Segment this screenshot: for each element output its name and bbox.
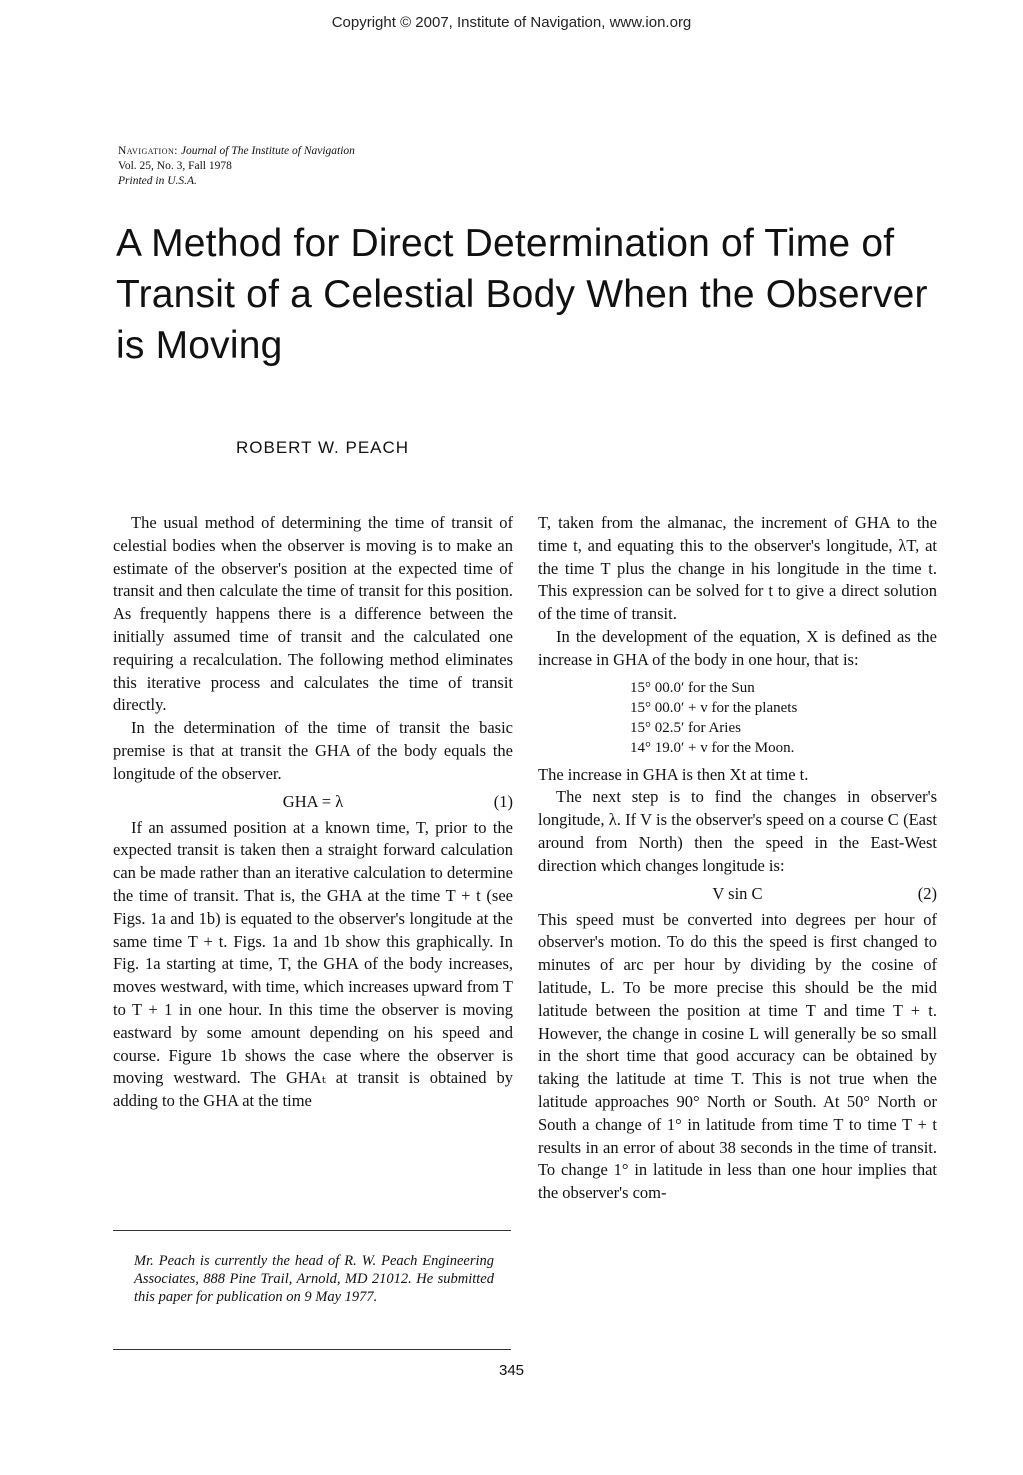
- copyright-notice: Copyright © 2007, Institute of Navigation, www.ion.org: [331, 14, 692, 31]
- x-value-planets: 15° 00.0′ + v for the planets: [630, 699, 798, 716]
- journal-name: Journal of The Institute of Navigation: [180, 145, 355, 157]
- right-paragraph-3: The increase in GHA is then Xt at time t.: [538, 764, 809, 784]
- x-value-moon: 14° 19.0′ + v for the Moon.: [630, 739, 795, 756]
- x-values-list: [630, 678, 937, 758]
- left-paragraph-2: In the determination of the time of transit the basic premise is that at transit the GHA of the body equals the longitude of the observer.: [113, 718, 513, 783]
- journal-name-line: [118, 144, 355, 159]
- right-column: [538, 512, 937, 1205]
- journal-info: [118, 144, 355, 189]
- equation-2-number: (2): [917, 883, 937, 903]
- journal-printed: Printed in U.S.A.: [118, 175, 197, 187]
- article-author: ROBERT W. PEACH: [236, 438, 410, 457]
- equation-1: [113, 789, 513, 817]
- page-number: 345: [498, 1362, 525, 1379]
- journal-volume: Vol. 25, No. 3, Fall 1978: [118, 160, 232, 172]
- right-paragraph-5: This speed must be converted into degrees per hour of observer's motion. To do this the speed is first changed to minutes of arc per hour by dividing by the cosine of latitude, L. To be more precise this should be the mid latitude between the position at time T and time T + t. However, the change in cosine L will generally be so small in the short time that good accuracy can be obtained by taking the latitude at time T. This is not true when the latitude approaches 90° North or South. At 50° North or South a change of 1° in latitude from time T to time T + t results in an error of about 38 seconds in the time of transit. To change 1° in latitude in less than one hour implies that the observer's com-: [538, 909, 937, 1203]
- equation-1-expression: GHA = λ: [282, 791, 344, 811]
- right-paragraph-2: In the development of the equation, X is defined as the increase in GHA of the body in one hour, that is:: [538, 626, 937, 669]
- equation-2: [538, 881, 937, 909]
- footnote-rule-bottom: [113, 1349, 511, 1350]
- journal-name-prefix: Navigation:: [118, 145, 178, 157]
- right-paragraph-1: T, taken from the almanac, the increment of GHA to the time t, and equating this to the observer's longitude, λT, at the time T plus the change in his longitude in the time t. This expression can be solved for t to give a direct solution of the time of transit.: [538, 513, 937, 624]
- equation-2-expression: V sin C: [712, 883, 763, 903]
- left-column: [113, 512, 513, 1113]
- article-title: A Method for Direct Determination of Time of Transit of a Celestial Body When the Observer is Moving: [116, 222, 928, 367]
- author-footnote: Mr. Peach is currently the head of R. W. Peach Engineering Associates, 888 Pine Trail, Arnold, MD 21012. He submitted this paper for publication on 9 May 1977.: [134, 1253, 494, 1305]
- right-paragraph-4: The next step is to find the changes in observer's longitude, λ. If V is the observer's speed on a course C (East around from North) then the speed in the East-West direction which changes longitude is:: [538, 787, 937, 875]
- equation-1-number: (1): [493, 791, 513, 811]
- x-value-sun: 15° 00.0′ for the Sun: [630, 679, 755, 696]
- left-paragraph-3: If an assumed position at a known time, T, prior to the expected transit is taken then a straight forward calculation can be made rather than an iterative calculation to determine the time of transit. That is, the GHA at the time T + t (see Figs. 1a and 1b) is equated to the observer's longitude at the same time T + t. Figs. 1a and 1b show this graphically. In Fig. 1a starting at time, T, the GHA of the body increases, moves westward, with time, which increases upward from T to T + 1 in one hour. In this time the observer is moving eastward by some amount depending on his speed and course. Figure 1b shows the case where the observer is moving westward. The GHAₜ at transit is obtained by adding to the GHA at the time: [113, 817, 513, 1111]
- x-value-aries: 15° 02.5′ for Aries: [630, 719, 741, 736]
- footnote-rule-top: [113, 1230, 511, 1231]
- left-paragraph-1: The usual method of determining the time of transit of celestial bodies when the observer is moving is to make an estimate of the observer's position at the expected time of transit and then calculate the time of transit for this position. As frequently happens there is a difference between the initially assumed time of transit and the calculated one requiring a recalculation. The following method eliminates this iterative process and calculates the time of transit directly.: [113, 513, 513, 715]
